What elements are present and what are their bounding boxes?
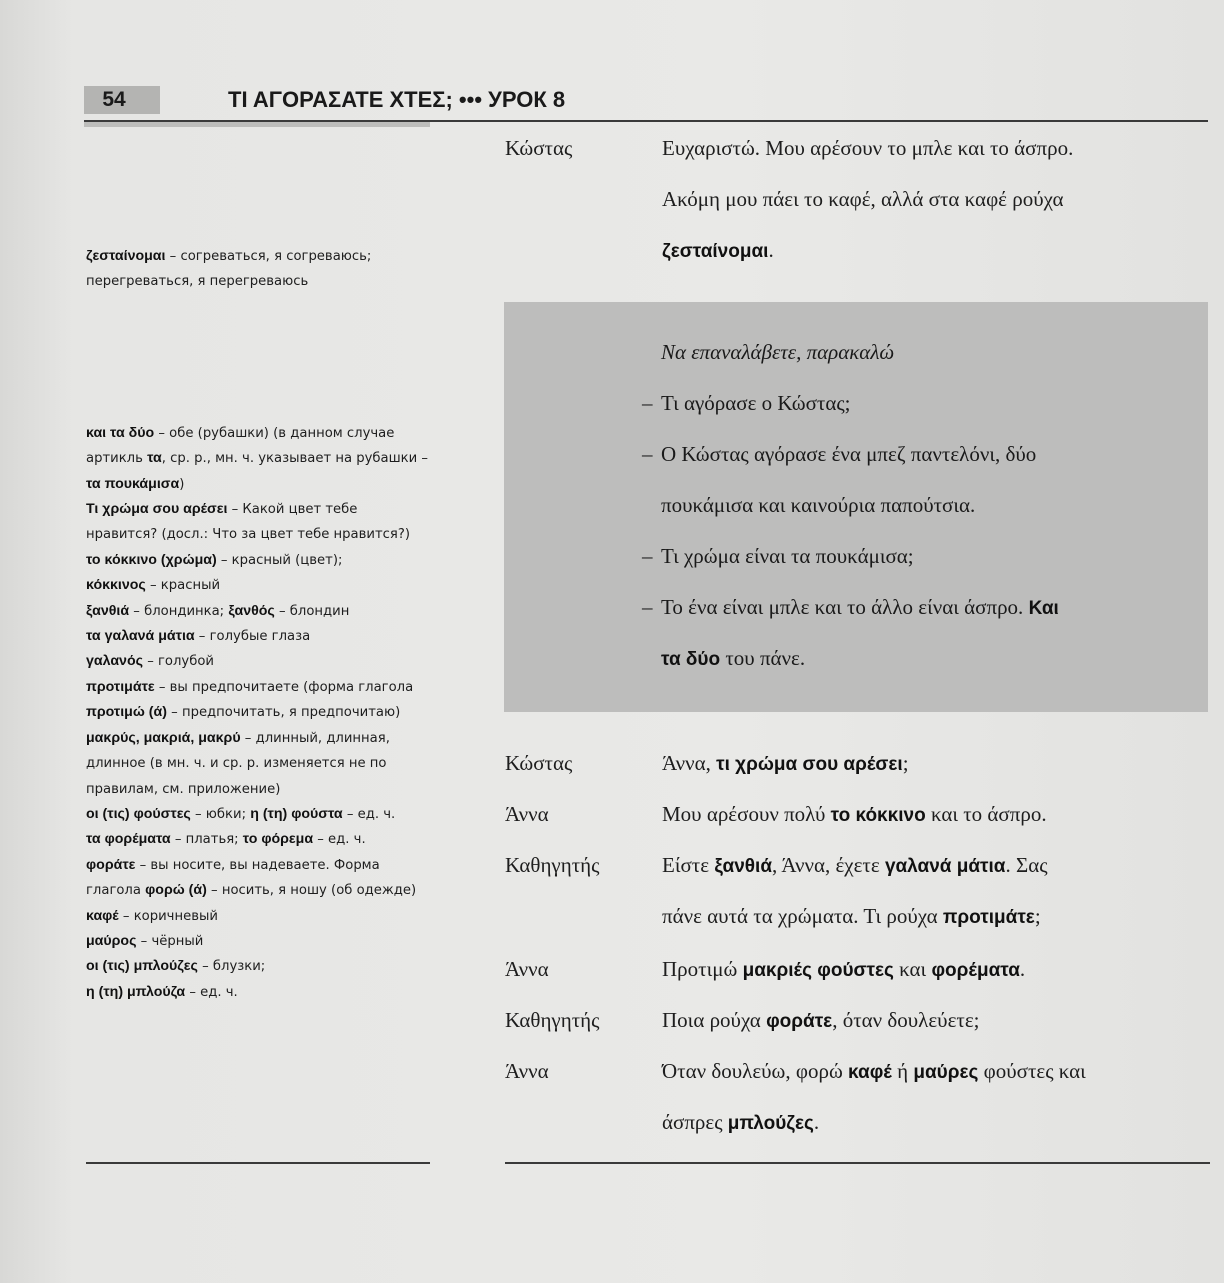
translation: – юбки; [190,806,251,822]
greek-term: η (τη) μπλούζα [86,983,186,1000]
highlighted-term: γαλανά μάτια [884,856,1006,877]
glossary-entry [86,929,431,954]
highlighted-term: το κόκκινο [830,805,926,826]
greek-term: μαύρος [86,932,137,949]
glossary-entry [86,675,431,726]
exercise-text: Τι χρώμα είναι τα πουκάμισα; [661,544,914,568]
translation: – ед. ч. [342,806,396,822]
highlighted-term: ξανθιά [714,856,773,877]
dash: – [642,391,653,415]
dialogue-text: Άννα, [662,751,717,775]
glossary-entry [86,624,431,649]
greek-term: και τα δύο [86,424,155,441]
dialogue-text: , Άννα, έχετε [772,853,885,877]
dialogue-text: Είστε [662,853,715,877]
dialogue-line: Ακόμη μου πάει το καφέ, αλλά στα καφέ ρούχα [662,187,1064,211]
highlighted-term: φοράτε [766,1011,833,1032]
speaker-name: Άννα [505,1059,549,1083]
greek-term: η (τη) φούστα [250,805,343,822]
exercise-text: πουκάμισα και καινούρια παπούτσια. [661,493,976,517]
highlighted-term: τα δύο [661,649,721,670]
dialogue-bottom-rule [505,1162,1210,1164]
translation: – вы предпочитаете (форма глагола [154,679,414,695]
glossary-entry [86,649,431,674]
greek-term: καφέ [86,907,119,924]
greek-term: φορώ (ά) [145,882,207,899]
greek-term: τα φορέματα [86,831,171,848]
translation: – вы носите, вы надеваете. Форма глагола [86,857,380,899]
greek-term: ζεσταίνομαι [86,248,166,264]
glossary-entry [86,853,431,904]
exercise-text [661,595,1059,620]
glossary-entry [86,573,431,598]
dialogue-text: . [1019,957,1026,981]
speaker-name: Κώστας [505,751,573,775]
translation: – блузки; [197,959,266,975]
greek-term: το φόρεμα [242,831,314,848]
greek-term: φοράτε [86,856,136,873]
translation: – длинный, длинная, длинное (в мн. ч. и ср. р. изменяется не по правилам, см. приложение) [86,730,390,797]
dialogue-text: Όταν δουλεύω, φορώ [662,1059,849,1083]
glossary-entry [86,599,431,624]
page-number [84,86,160,114]
dialogue-text: και το άσπρο. [925,802,1047,826]
exercise-text: Ο Κώστας αγόρασε ένα μπεζ παντελόνι, δύο [661,442,1037,466]
dialogue-text: άσπρες [662,1110,728,1134]
speaker-name: Καθηγητής [505,1008,600,1032]
translation: – чёрный [136,933,204,949]
exercise-box [504,302,1208,712]
greek-term: γαλανός [86,653,143,670]
highlighted-term: ζεσταίνομαι [662,241,769,262]
greek-term: μακρύς, μακριά, μακρύ [86,729,241,746]
translation: ) [179,476,185,492]
highlighted-term: μαύρες [913,1062,979,1083]
glossary-entry [86,244,431,295]
glossary-entry [86,802,431,827]
dialogue-line [662,1110,1202,1135]
translation: – ед. ч. [185,984,238,1000]
translation: – платья; [170,832,243,848]
greek-term: προτιμώ (ά) [86,704,167,721]
glossary-entry [86,497,431,548]
dialogue-text: ή [891,1059,914,1083]
dialogue-line [662,904,1202,929]
glossary-entry [86,904,431,929]
translation: – обе (рубашки) (в данном случае артикль [86,425,395,467]
dialogue-line [662,238,1202,263]
glossary-entry [86,548,431,573]
dialogue-text: και [893,957,932,981]
translation: – голубой [143,654,214,670]
speaker-name: Κώστας [505,136,573,160]
dialogue-line [662,957,1202,982]
translation: , ср. р., мн. ч. указывает на рубашки – [161,451,429,467]
dialogue-text: . [813,1110,820,1134]
dialogue-text: ; [902,751,909,775]
exercise-title-text: Να επαναλάβετε, παρακαλώ [661,340,895,364]
dialogue-line [662,751,1202,776]
greek-term: προτιμάτε [86,678,155,695]
dialogue-text: Ποια ρούχα [662,1008,767,1032]
highlighted-term: μπλούζες [727,1113,814,1134]
speaker-name: Άννα [505,957,549,981]
page-number-text: 54 [102,88,126,111]
glossary-bottom-rule [86,1162,430,1164]
translation: – ед. ч. [313,832,366,848]
dash: – [642,442,653,466]
translation: – предпочитать, я предпочитаю) [166,705,401,721]
translation: – блондинка; [129,603,229,619]
dash: – [642,544,653,568]
glossary-entry [86,421,431,497]
highlighted-term: τι χρώμα σου αρέσει [716,754,903,775]
dialogue-text: ; [1034,904,1041,928]
greek-term: ξανθός [228,602,275,619]
header-grey-stripe [84,122,430,127]
highlighted-term: καφέ [848,1062,892,1083]
dialogue-text: Προτιμώ [662,957,743,981]
translation: – блондин [274,603,350,619]
greek-term: κόκκινος [86,577,146,594]
greek-term: ξανθιά [86,602,130,619]
highlighted-term: προτιμάτε [942,907,1035,928]
exercise-text-part: Το ένα είναι μπλε και το άλλο είναι άσπρο. [661,595,1029,619]
translation: – голубые глаза [194,629,311,645]
glossary-entry [86,827,431,852]
greek-term: τα γαλανά μάτια [86,628,195,645]
exercise-text-part: του πάνε. [720,646,806,670]
dialogue-text: . Σας [1005,853,1048,877]
dialogue-line: Ευχαριστώ. Μου αρέσουν το μπλε και το άσπρο. [662,136,1074,160]
exercise-text: Τι αγόρασε ο Κώστας; [661,391,851,415]
dialogue-line [662,1059,1202,1084]
glossary-entry [86,954,431,979]
dash: – [642,595,653,619]
translation: – красный [145,578,221,594]
greek-term: οι (τις) φούστες [86,805,191,822]
translation: – коричневый [118,908,218,924]
highlighted-term: μακριές φούστες [742,960,894,981]
translation: – носить, я ношу (об одежде) [206,883,417,899]
glossary-gap [86,295,431,421]
translation: – красный (цвет); [216,552,343,568]
highlighted-term: φορέματα [931,960,1020,981]
glossary-entry [86,726,431,802]
speaker-name: Καθηγητής [505,853,600,877]
exercise-text [661,646,805,671]
greek-term: το κόκκινο (χρώμα) [86,551,217,568]
dialogue-line [662,1008,1202,1033]
dialogue-text: . [768,238,774,262]
dialogue-text: φούστες και [978,1059,1086,1083]
glossary-column [86,244,431,1005]
dialogue-text: , όταν δουλεύετε; [832,1008,980,1032]
speaker-name: Άννα [505,802,549,826]
greek-term: οι (τις) μπλούζες [86,958,198,975]
running-title: ΤΙ ΑΓΟΡΑΣΑΤΕ ΧΤΕΣ; ••• УРОК 8 [228,87,566,112]
translation: – Какой цвет тебе нравится? (досл.: Что за цвет тебе нравится?) [86,502,410,543]
dialogue-line [662,853,1202,878]
greek-term: τα [147,450,162,467]
dialogue-text: πάνε αυτά τα χρώματα. Τι ρούχα [662,904,943,928]
greek-term: τα πουκάμισα [86,475,180,492]
translation: – согреваться, я согреваюсь; перегреваться, я перегреваюсь [86,249,372,290]
dialogue-line [662,802,1202,827]
dialogue-text: Μου αρέσουν πολύ [662,802,831,826]
glossary-entry [86,980,431,1005]
highlighted-term: Και [1028,598,1059,619]
greek-term: Τι χρώμα σου αρέσει [86,501,228,518]
